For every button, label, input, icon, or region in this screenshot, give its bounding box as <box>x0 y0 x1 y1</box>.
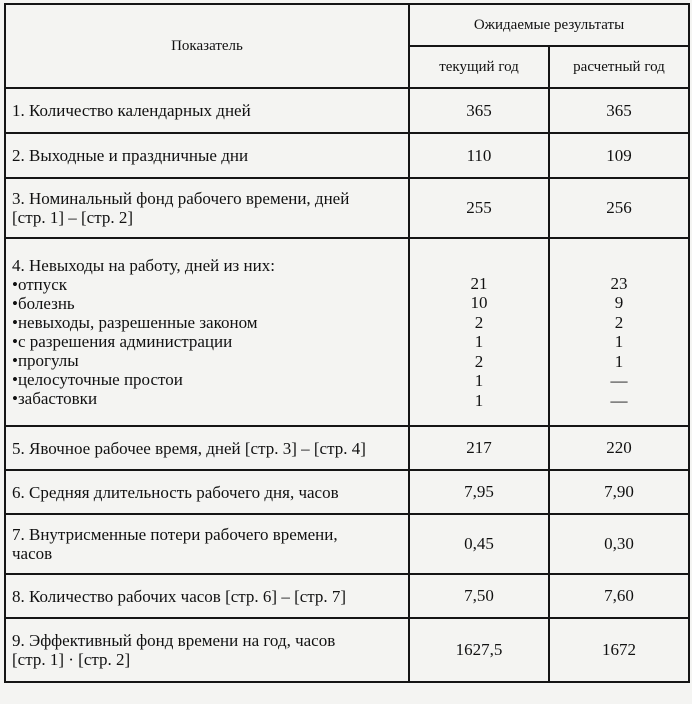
value-text: 0,45 <box>464 534 494 554</box>
table-row <box>5 618 689 682</box>
planned-year-cell <box>549 470 689 514</box>
indicator-cell <box>5 618 409 682</box>
indicator-text: [стр. 1] – [стр. 2] <box>12 208 134 227</box>
indicator-bullet-item: • отпуск <box>12 275 402 294</box>
value-text: 256 <box>606 198 632 218</box>
indicator-cell <box>5 133 409 178</box>
value-text: 217 <box>466 438 492 458</box>
value-text: 7,50 <box>464 586 494 606</box>
value-text: — <box>610 390 628 410</box>
value-text: 21 <box>470 273 488 293</box>
header-current-year: текущий год <box>409 46 549 88</box>
value-text: 1627,5 <box>455 640 503 660</box>
value-text: 23 <box>610 273 628 293</box>
current-year-cell <box>409 88 549 133</box>
indicator-cell <box>5 470 409 514</box>
indicator-cell <box>5 88 409 133</box>
indicator-text: 4. Невыходы на работу, дней из них: <box>12 256 275 275</box>
planned-year-cell <box>549 514 689 574</box>
table-row <box>5 574 689 618</box>
results-table <box>4 3 690 683</box>
current-year-cell <box>409 178 549 238</box>
planned-year-cell <box>549 238 689 426</box>
header-indicator: Показатель <box>5 4 409 88</box>
indicator-cell <box>5 178 409 238</box>
table-header <box>5 4 689 88</box>
indicator-cell <box>5 426 409 470</box>
planned-year-cell <box>549 133 689 178</box>
indicator-bullet-item: • забастовки <box>12 389 402 408</box>
value-text: 9 <box>614 293 624 312</box>
value-text: 1672 <box>602 640 636 660</box>
indicator-text: 8. Количество рабочих часов [стр. 6] – [стр. 7] <box>12 586 347 606</box>
current-year-cell <box>409 574 549 618</box>
spacer <box>416 254 542 274</box>
planned-year-cell <box>549 618 689 682</box>
current-year-cell <box>409 514 549 574</box>
current-year-cell <box>409 426 549 470</box>
spacer <box>556 254 682 274</box>
indicator-bullet-item: • болезнь <box>12 294 402 313</box>
indicator-text: 9. Эффективный фонд времени на год, часов <box>12 631 336 650</box>
value-text: 1 <box>614 351 624 371</box>
value-text: 1 <box>474 371 484 390</box>
indicator-bullet-item: • целосуточные простои <box>12 370 402 389</box>
value-text: 110 <box>466 145 492 165</box>
indicator-text: [стр. 1] · [стр. 2] <box>12 650 131 669</box>
indicator-bullet-item: • с разрешения администрации <box>12 332 402 351</box>
value-text: 255 <box>466 198 492 218</box>
value-text: 1 <box>474 390 484 410</box>
planned-year-cell <box>549 178 689 238</box>
value-text: 7,95 <box>464 482 494 502</box>
value-text: 0,30 <box>604 534 634 554</box>
table-body <box>5 88 689 682</box>
indicator-text: 1. Количество календарных дней <box>12 101 251 120</box>
planned-year-cell <box>549 88 689 133</box>
table-row <box>5 426 689 470</box>
indicator-text: 5. Явочное рабочее время, дней [стр. 3] – [стр. 4] <box>12 438 366 458</box>
value-text: 109 <box>606 145 632 165</box>
indicator-bullet-item: • прогулы <box>12 351 402 370</box>
value-text: 7,60 <box>604 586 634 606</box>
value-text: 220 <box>606 438 632 458</box>
table-row <box>5 238 689 426</box>
table-row <box>5 88 689 133</box>
indicator-cell <box>5 238 409 426</box>
value-text: 2 <box>474 312 484 332</box>
table-row <box>5 470 689 514</box>
current-year-cell <box>409 470 549 514</box>
value-text: 2 <box>614 312 624 332</box>
table-row <box>5 514 689 574</box>
indicator-bullet-item: • невыходы, разрешенные законом <box>12 313 402 332</box>
table-row <box>5 133 689 178</box>
indicator-text: 2. Выходные и праздничные дни <box>12 146 249 165</box>
current-year-cell <box>409 618 549 682</box>
indicator-cell <box>5 514 409 574</box>
value-text: 365 <box>606 100 632 120</box>
planned-year-cell <box>549 574 689 618</box>
table-row <box>5 178 689 238</box>
current-year-cell <box>409 238 549 426</box>
indicator-text: 6. Средняя длительность рабочего дня, часов <box>12 482 339 502</box>
header-planned-year: расчетный год <box>549 46 689 88</box>
value-text: — <box>610 371 628 390</box>
indicator-cell <box>5 574 409 618</box>
value-text: 365 <box>466 100 492 120</box>
indicator-text: часов <box>12 544 53 563</box>
planned-year-cell <box>549 426 689 470</box>
value-text: 7,90 <box>604 482 634 502</box>
header-expected-results: Ожидаемые результаты <box>409 4 689 46</box>
current-year-cell <box>409 133 549 178</box>
value-text: 1 <box>474 332 484 351</box>
value-text: 1 <box>614 332 624 351</box>
value-text: 2 <box>474 351 484 371</box>
indicator-text: 7. Внутрисменные потери рабочего времени, <box>12 525 338 544</box>
value-text: 10 <box>470 293 488 312</box>
indicator-text: 3. Номинальный фонд рабочего времени, дней <box>12 189 350 208</box>
